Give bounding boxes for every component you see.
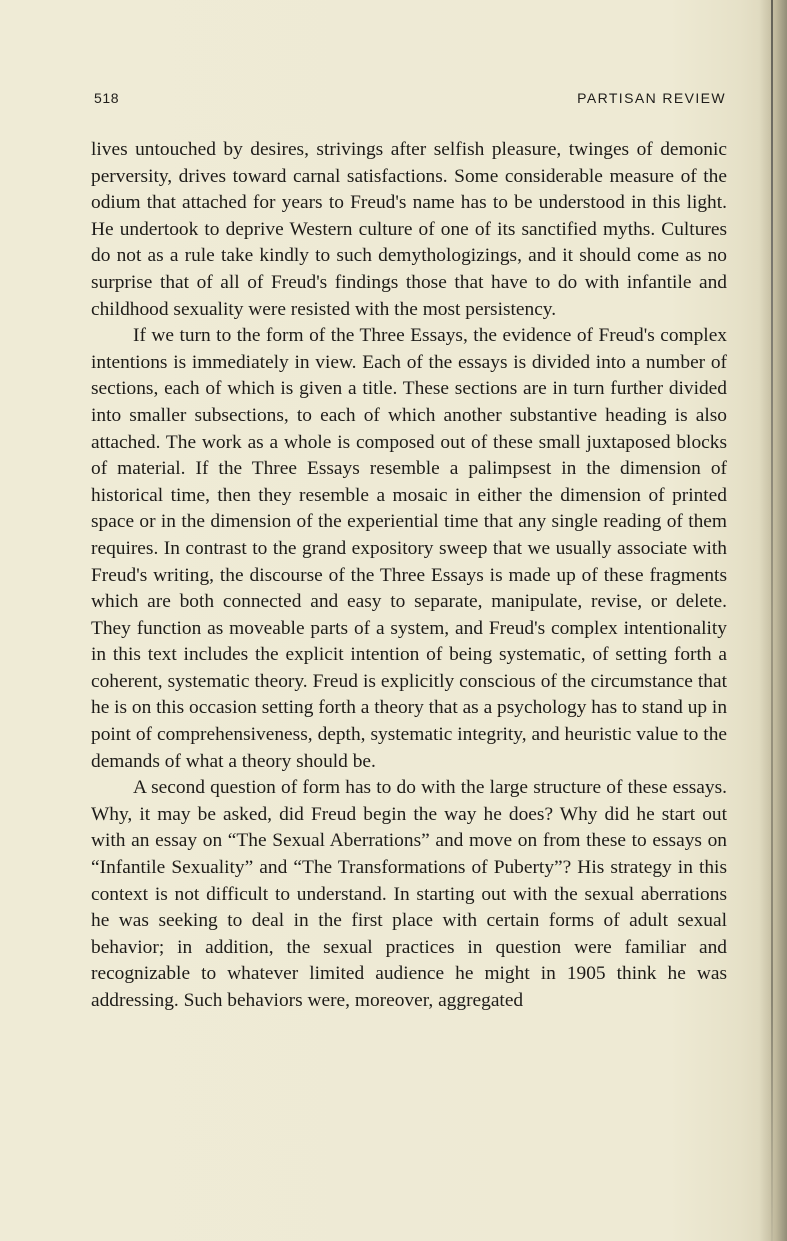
paragraph-2: If we turn to the form of the Three Essays, the evidence of Freud's complex intentions is immediately in view. Each of the essays is divided into a number of sections, each of which is given a title. These sections are in turn further divided into smaller subsections, to each of which another substantive heading is also attached. The work as a whole is composed out of these small juxtaposed blocks of material. If the Three Essays resemble a palimpsest in the dimension of historical time, then they resemble a mosaic in either the dimension of printed space or in the dimension of the experiential time that any single reading of them requires. In contrast to the grand expository sweep that we usually associate with Freud's writing, the discourse of the Three Essays is made up of these fragments which are both connected and easy to separate, manipulate, revise, or delete. They function as moveable parts of a system, and Freud's complex intentionality in this text includes the explicit intention of being systematic, of setting forth a coherent, systematic theory. Freud is explicitly conscious of the circumstance that he is on this occasion setting forth a theory that as a psychology has to stand up in point of comprehensiveness, depth, systematic integrity, and heuristic value to the demands of what a theory should be.: [91, 325, 728, 772]
paragraph-1: lives untouched by desires, strivings after selfish pleasure, twinges of demonic perversity, drives toward carnal satisfactions. Some considerable measure of the odium that attached for years to Freud's name has to be understood in this light. He undertook to deprive Western culture of one of its sanctified myths. Cultures do not as a rule take kindly to such demythologizings, and it should come as no surprise that of all of Freud's findings those that have to do with infantile and childhood sexuality were resisted with the most persistency.: [91, 139, 727, 320]
page-number: 518: [94, 90, 120, 106]
binding-shadow: [759, 0, 787, 1241]
binding-edge: [771, 0, 773, 1241]
paragraph-3: A second question of form has to do with the large structure of these essays. Why, it may be asked, did Freud begin the way he does? Why did he start out with an essay on “The Sexual Aberrations” and move on from these to essays on “Infantile Sexuality” and “The Transformations of Puberty”? His strategy in this context is not difficult to understand. In starting out with the sexual aberrations he was seeking to deal in the first place with certain forms of adult sexual behavior; in addition, the sexual practices in question were familiar and recognizable to whatever limited audience he might in 1905 think he was addressing. Such behaviors were, moreover, aggregated: [91, 777, 727, 1011]
page-header: [94, 90, 726, 112]
body-text: [91, 137, 727, 1015]
running-head: PARTISAN REVIEW: [577, 90, 726, 106]
